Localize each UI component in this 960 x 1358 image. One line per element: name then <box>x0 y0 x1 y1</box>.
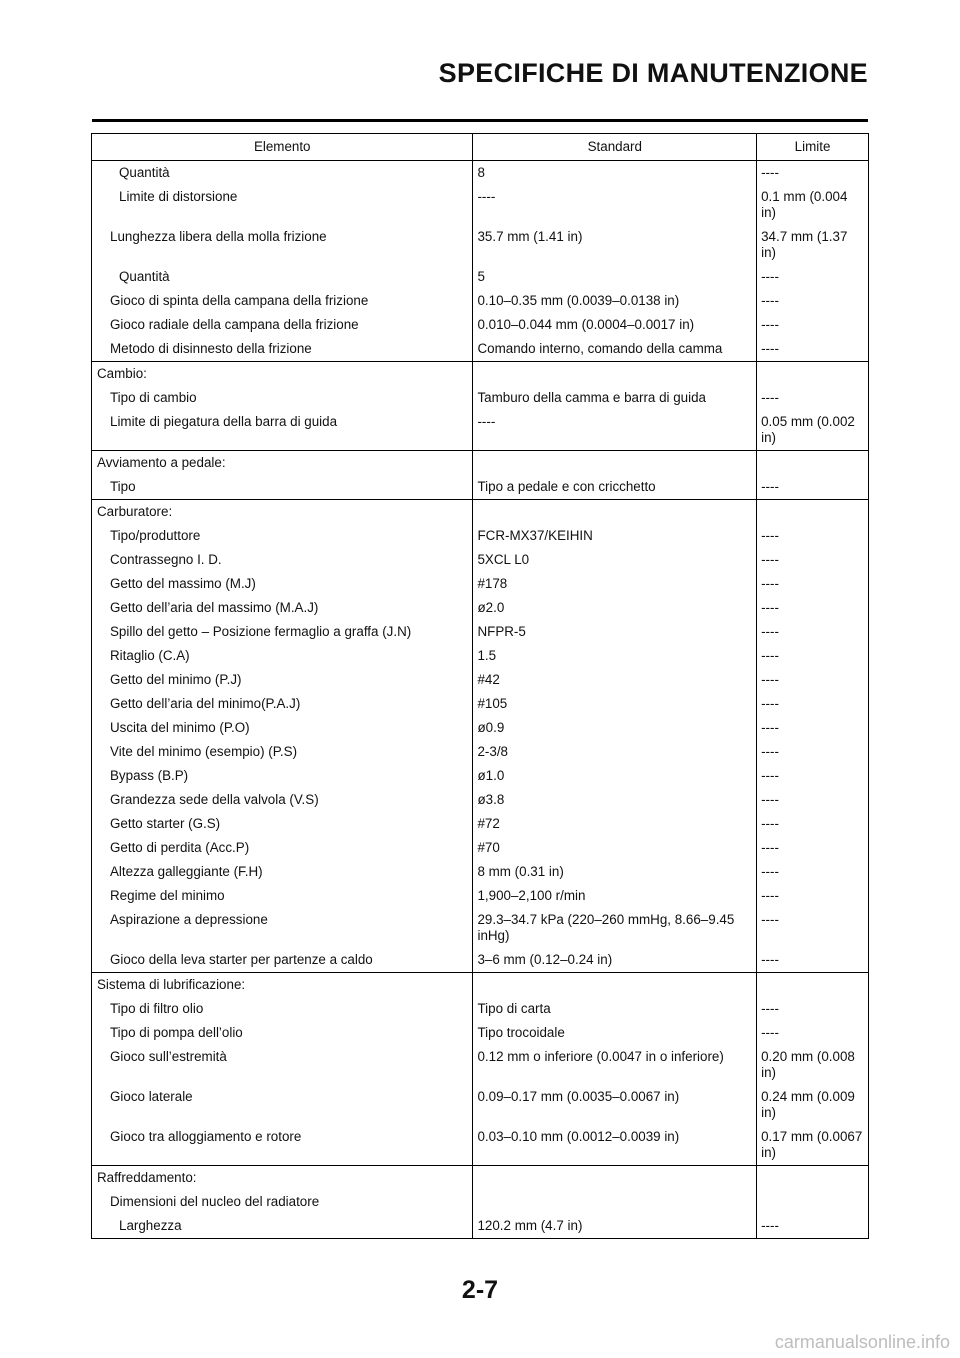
table-row <box>92 692 869 716</box>
limit-cell: ---- <box>757 948 869 973</box>
table-row <box>92 1166 869 1191</box>
limit-cell: ---- <box>757 337 869 362</box>
item-cell: Vite del minimo (esempio) (P.S) <box>92 740 473 764</box>
item-cell: Getto starter (G.S) <box>92 812 473 836</box>
title-rule <box>92 119 868 122</box>
limit-cell: ---- <box>757 764 869 788</box>
limit-cell: ---- <box>757 788 869 812</box>
item-cell: Contrassegno I. D. <box>92 548 473 572</box>
watermark: carmanualsonline.info <box>774 1332 950 1352</box>
item-cell: Tipo di filtro olio <box>92 997 473 1021</box>
table-row <box>92 161 869 186</box>
limit-cell: ---- <box>757 812 869 836</box>
table-row <box>92 500 869 525</box>
limit-cell <box>757 973 869 998</box>
limit-cell <box>757 1190 869 1214</box>
spec-table <box>91 133 869 1239</box>
table-row <box>92 265 869 289</box>
limit-cell: ---- <box>757 908 869 948</box>
item-cell: Altezza galleggiante (F.H) <box>92 860 473 884</box>
item-cell: Grandezza sede della valvola (V.S) <box>92 788 473 812</box>
standard-cell: FCR-MX37/KEIHIN <box>473 524 757 548</box>
limit-cell: ---- <box>757 740 869 764</box>
limit-cell: ---- <box>757 524 869 548</box>
item-cell: Tipo di cambio <box>92 386 473 410</box>
limit-cell <box>757 362 869 387</box>
table-row <box>92 1085 869 1125</box>
table-row <box>92 451 869 476</box>
limit-cell: ---- <box>757 997 869 1021</box>
standard-cell: 5 <box>473 265 757 289</box>
standard-cell <box>473 1190 757 1214</box>
table-row <box>92 997 869 1021</box>
standard-cell: 35.7 mm (1.41 in) <box>473 225 757 265</box>
limit-cell: ---- <box>757 860 869 884</box>
limit-cell: ---- <box>757 265 869 289</box>
standard-cell: 0.12 mm o inferiore (0.0047 in o inferiore) <box>473 1045 757 1085</box>
item-cell: Bypass (B.P) <box>92 764 473 788</box>
item-cell: Limite di piegatura della barra di guida <box>92 410 473 451</box>
item-cell: Gioco tra alloggiamento e rotore <box>92 1125 473 1166</box>
item-cell: Aspirazione a depressione <box>92 908 473 948</box>
table-row <box>92 860 869 884</box>
spec-group <box>92 451 869 500</box>
item-cell: Tipo <box>92 475 473 500</box>
standard-cell <box>473 451 757 476</box>
table-row <box>92 764 869 788</box>
column-header-limite: Limite <box>757 134 869 161</box>
spec-group <box>92 161 869 362</box>
item-cell: Getto di perdita (Acc.P) <box>92 836 473 860</box>
item-cell: Getto dell’aria del minimo(P.A.J) <box>92 692 473 716</box>
standard-cell <box>473 1166 757 1191</box>
limit-cell: 0.24 mm (0.009 in) <box>757 1085 869 1125</box>
standard-cell: 5XCL L0 <box>473 548 757 572</box>
item-cell: Limite di distorsione <box>92 185 473 225</box>
item-cell: Tipo di pompa dell’olio <box>92 1021 473 1045</box>
item-cell: Gioco della leva starter per partenze a caldo <box>92 948 473 973</box>
table-row <box>92 620 869 644</box>
standard-cell: Tipo trocoidale <box>473 1021 757 1045</box>
table-row <box>92 225 869 265</box>
spec-group <box>92 362 869 451</box>
table-row <box>92 884 869 908</box>
standard-cell: #42 <box>473 668 757 692</box>
limit-cell: ---- <box>757 548 869 572</box>
spec-group <box>92 1166 869 1239</box>
item-cell: Ritaglio (C.A) <box>92 644 473 668</box>
table-row <box>92 337 869 362</box>
limit-cell: 34.7 mm (1.37 in) <box>757 225 869 265</box>
item-cell: Getto dell’aria del massimo (M.A.J) <box>92 596 473 620</box>
limit-cell: ---- <box>757 475 869 500</box>
standard-cell: Tipo a pedale e con cricchetto <box>473 475 757 500</box>
table-row <box>92 716 869 740</box>
limit-cell: ---- <box>757 644 869 668</box>
table-row <box>92 973 869 998</box>
table-row <box>92 386 869 410</box>
item-cell: Spillo del getto – Posizione fermaglio a graffa (J.N) <box>92 620 473 644</box>
standard-cell: Tipo di carta <box>473 997 757 1021</box>
table-row <box>92 668 869 692</box>
item-cell: Gioco laterale <box>92 1085 473 1125</box>
limit-cell: ---- <box>757 716 869 740</box>
standard-cell: 3–6 mm (0.12–0.24 in) <box>473 948 757 973</box>
page-number: 2-7 <box>461 1276 499 1304</box>
limit-cell: ---- <box>757 386 869 410</box>
item-cell: Regime del minimo <box>92 884 473 908</box>
standard-cell: Tamburo della camma e barra di guida <box>473 386 757 410</box>
item-cell: Getto del massimo (M.J) <box>92 572 473 596</box>
standard-cell: ---- <box>473 410 757 451</box>
item-cell: Carburatore: <box>92 500 473 525</box>
standard-cell: 120.2 mm (4.7 in) <box>473 1214 757 1239</box>
standard-cell: 2-3/8 <box>473 740 757 764</box>
limit-cell: ---- <box>757 161 869 186</box>
table-row <box>92 475 869 500</box>
standard-cell <box>473 500 757 525</box>
standard-cell: #178 <box>473 572 757 596</box>
standard-cell: 0.03–0.10 mm (0.0012–0.0039 in) <box>473 1125 757 1166</box>
standard-cell: ø1.0 <box>473 764 757 788</box>
limit-cell: ---- <box>757 596 869 620</box>
item-cell: Getto del minimo (P.J) <box>92 668 473 692</box>
standard-cell: #70 <box>473 836 757 860</box>
item-cell: Larghezza <box>92 1214 473 1239</box>
limit-cell: ---- <box>757 620 869 644</box>
standard-cell: 1,900–2,100 r/min <box>473 884 757 908</box>
limit-cell: ---- <box>757 1021 869 1045</box>
limit-cell: ---- <box>757 836 869 860</box>
standard-cell: ø0.9 <box>473 716 757 740</box>
standard-cell: 0.10–0.35 mm (0.0039–0.0138 in) <box>473 289 757 313</box>
item-cell: Sistema di lubrificazione: <box>92 973 473 998</box>
item-cell: Quantità <box>92 265 473 289</box>
standard-cell <box>473 362 757 387</box>
column-header-elemento: Elemento <box>92 134 473 161</box>
table-row <box>92 740 869 764</box>
table-row <box>92 1045 869 1085</box>
limit-cell <box>757 500 869 525</box>
spec-group <box>92 973 869 1166</box>
table-row <box>92 1125 869 1166</box>
item-cell: Uscita del minimo (P.O) <box>92 716 473 740</box>
table-row <box>92 313 869 337</box>
limit-cell: 0.20 mm (0.008 in) <box>757 1045 869 1085</box>
page-title: SPECIFICHE DI MANUTENZIONE <box>438 58 868 88</box>
standard-cell: ø2.0 <box>473 596 757 620</box>
table-row <box>92 812 869 836</box>
limit-cell: ---- <box>757 289 869 313</box>
table-row <box>92 596 869 620</box>
table-row <box>92 1190 869 1214</box>
table-row <box>92 948 869 973</box>
item-cell: Avviamento a pedale: <box>92 451 473 476</box>
item-cell: Lunghezza libera della molla frizione <box>92 225 473 265</box>
table-row <box>92 410 869 451</box>
standard-cell: 8 <box>473 161 757 186</box>
limit-cell: ---- <box>757 668 869 692</box>
limit-cell <box>757 451 869 476</box>
limit-cell: 0.17 mm (0.0067 in) <box>757 1125 869 1166</box>
limit-cell <box>757 1166 869 1191</box>
table-row <box>92 524 869 548</box>
table-row <box>92 289 869 313</box>
limit-cell: ---- <box>757 1214 869 1239</box>
item-cell: Cambio: <box>92 362 473 387</box>
table-row <box>92 185 869 225</box>
item-cell: Metodo di disinnesto della frizione <box>92 337 473 362</box>
limit-cell: ---- <box>757 692 869 716</box>
item-cell: Tipo/produttore <box>92 524 473 548</box>
limit-cell: ---- <box>757 572 869 596</box>
limit-cell: 0.05 mm (0.002 in) <box>757 410 869 451</box>
standard-cell: NFPR-5 <box>473 620 757 644</box>
table-row <box>92 362 869 387</box>
spec-group <box>92 500 869 973</box>
column-header-standard: Standard <box>473 134 757 161</box>
item-cell: Dimensioni del nucleo del radiatore <box>92 1190 473 1214</box>
table-row <box>92 788 869 812</box>
standard-cell: ø3.8 <box>473 788 757 812</box>
item-cell: Quantità <box>92 161 473 186</box>
table-row <box>92 836 869 860</box>
standard-cell: 0.010–0.044 mm (0.0004–0.0017 in) <box>473 313 757 337</box>
table-row <box>92 908 869 948</box>
item-cell: Raffreddamento: <box>92 1166 473 1191</box>
spec-table-header <box>92 134 869 161</box>
table-row <box>92 572 869 596</box>
standard-cell: #105 <box>473 692 757 716</box>
limit-cell: 0.1 mm (0.004 in) <box>757 185 869 225</box>
item-cell: Gioco di spinta della campana della frizione <box>92 289 473 313</box>
limit-cell: ---- <box>757 313 869 337</box>
table-row <box>92 548 869 572</box>
item-cell: Gioco radiale della campana della frizione <box>92 313 473 337</box>
standard-cell: Comando interno, comando della camma <box>473 337 757 362</box>
standard-cell: ---- <box>473 185 757 225</box>
standard-cell: 8 mm (0.31 in) <box>473 860 757 884</box>
limit-cell: ---- <box>757 884 869 908</box>
table-row <box>92 1214 869 1239</box>
table-row <box>92 644 869 668</box>
standard-cell: 29.3–34.7 kPa (220–260 mmHg, 8.66–9.45 inHg) <box>473 908 757 948</box>
standard-cell: #72 <box>473 812 757 836</box>
standard-cell <box>473 973 757 998</box>
table-row <box>92 1021 869 1045</box>
item-cell: Gioco sull’estremità <box>92 1045 473 1085</box>
standard-cell: 1.5 <box>473 644 757 668</box>
standard-cell: 0.09–0.17 mm (0.0035–0.0067 in) <box>473 1085 757 1125</box>
